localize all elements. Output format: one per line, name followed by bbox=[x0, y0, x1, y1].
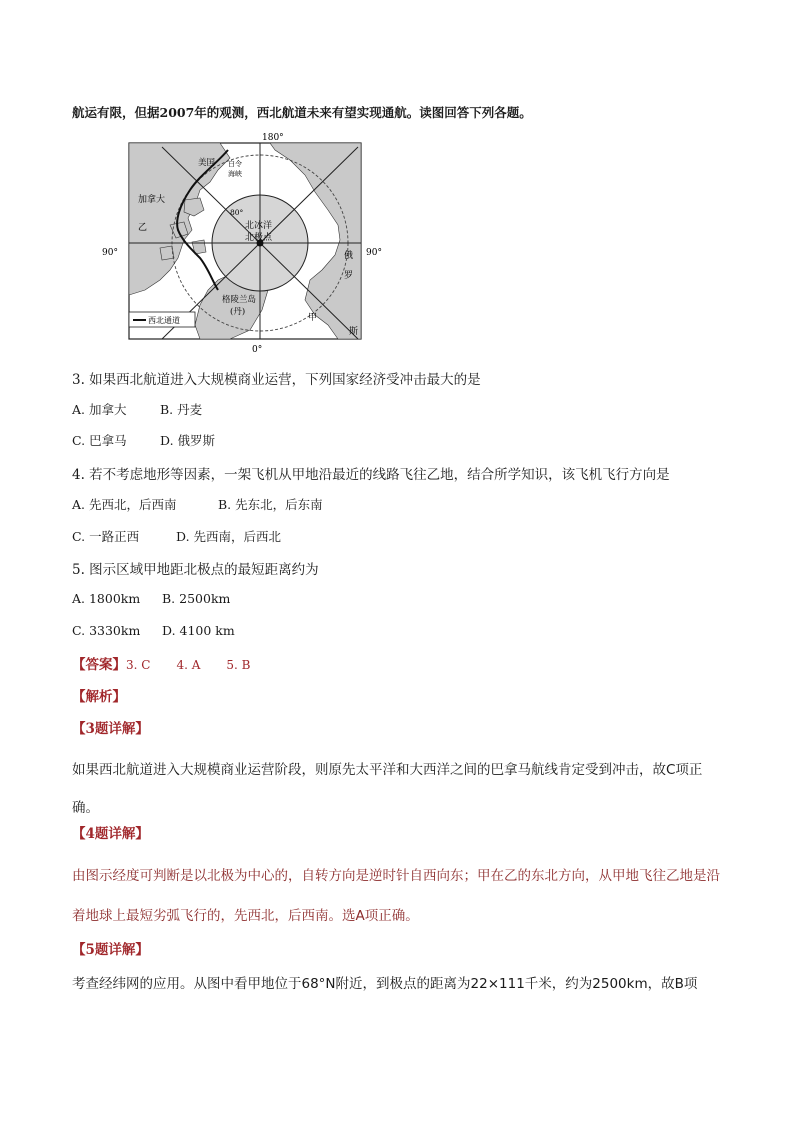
q4-option-b: B. 先东北，后东南 bbox=[218, 497, 323, 512]
lon-90-west-label: 90° bbox=[102, 248, 118, 258]
detail-3-text: 如果西北航道进入大规模商业运营阶段，则原先太平洋和大西洋之间的巴拿马航线肯定受到冲击，故C项正确。 bbox=[72, 762, 703, 816]
question-4-options-row-1 bbox=[72, 495, 323, 513]
answer-5: 5. B bbox=[226, 658, 251, 672]
analysis-label: 【解析】 bbox=[72, 689, 126, 705]
legend-label: 西北通道 bbox=[148, 316, 180, 325]
lon-180-label: 180° bbox=[262, 133, 284, 143]
lat-80-label: 80° bbox=[230, 208, 244, 217]
answer-label: 【答案】 bbox=[72, 657, 126, 673]
jia-label: 甲 bbox=[308, 313, 318, 323]
question-5-options-row-1 bbox=[72, 591, 230, 606]
q3-option-a: A. 加拿大 bbox=[72, 402, 127, 417]
question-3-options-row-2 bbox=[72, 431, 215, 449]
greenland-label-1: 格陵兰岛 bbox=[222, 295, 257, 305]
q5-option-d: D. 4100 km bbox=[162, 623, 235, 638]
intro-text: 航运有限，但据2007年的观测，西北航道未来有望实现通航。读图回答下列各题。 bbox=[72, 105, 532, 120]
map-legend bbox=[129, 312, 195, 327]
canada-label: 加拿大 bbox=[138, 195, 166, 205]
detail-5-text: 考查经纬网的应用。从图中看甲地位于68°N附近，到极点的距离为22×111千米，约为2500km，故B项 bbox=[72, 976, 698, 992]
yi-label: 乙 bbox=[138, 223, 148, 233]
q4-option-a: A. 先西北，后西南 bbox=[72, 497, 177, 512]
greenland-label-2: (丹) bbox=[230, 307, 246, 317]
arctic-ocean-label: 北冰洋 bbox=[245, 221, 273, 231]
lon-90-east-label: 90° bbox=[366, 248, 382, 258]
answer-line bbox=[72, 653, 250, 673]
question-5: 5. 图示区域甲地距北极点的最短距离约为 bbox=[72, 562, 319, 578]
answer-3: 3. C bbox=[126, 658, 151, 672]
question-4-options-row-2 bbox=[72, 527, 281, 545]
answer-4: 4. A bbox=[176, 658, 201, 672]
q3-option-b: B. 丹麦 bbox=[160, 402, 203, 417]
lon-0-label: 0° bbox=[252, 345, 263, 355]
detail-3-label: 【3题详解】 bbox=[72, 721, 149, 737]
q5-option-a: A. 1800km bbox=[72, 591, 141, 606]
north-pole-label: 北极点 bbox=[245, 233, 273, 243]
russia-label-3: 斯 bbox=[349, 327, 359, 337]
q3-option-c: C. 巴拿马 bbox=[72, 433, 127, 448]
arctic-map bbox=[100, 130, 390, 355]
russia-label-2: 罗 bbox=[344, 271, 354, 281]
detail-4-label: 【4题详解】 bbox=[72, 826, 149, 842]
q4-option-c: C. 一路正西 bbox=[72, 529, 140, 544]
question-4: 4. 若不考虑地形等因素，一架飞机从甲地沿最近的线路飞往乙地，结合所学知识，该飞机飞行方向是 bbox=[72, 467, 670, 483]
usa-label: 美国 bbox=[198, 158, 216, 168]
bering-label-1: 白令 bbox=[228, 160, 242, 168]
question-3-options-row-1 bbox=[72, 400, 202, 418]
q3-option-d: D. 俄罗斯 bbox=[160, 433, 216, 448]
russia-label-1: 俄 bbox=[344, 251, 354, 261]
q4-option-d: D. 先西南，后西北 bbox=[176, 529, 282, 544]
question-5-options-row-2 bbox=[72, 623, 235, 638]
q5-option-c: C. 3330km bbox=[72, 623, 141, 638]
detail-5-label: 【5题详解】 bbox=[72, 942, 149, 958]
q5-option-b: B. 2500km bbox=[162, 591, 231, 606]
question-3: 3. 如果西北航道进入大规模商业运营，下列国家经济受冲击最大的是 bbox=[72, 372, 481, 388]
bering-label-2: 海峡 bbox=[228, 170, 242, 178]
detail-4-text: 由图示经度可判断是以北极为中心的，自转方向是逆时针自西向东；甲在乙的东北方向，从甲地飞往乙地是沿着地球上最短劣弧飞行的，先西北，后西南。选A项正确。 bbox=[72, 868, 720, 924]
